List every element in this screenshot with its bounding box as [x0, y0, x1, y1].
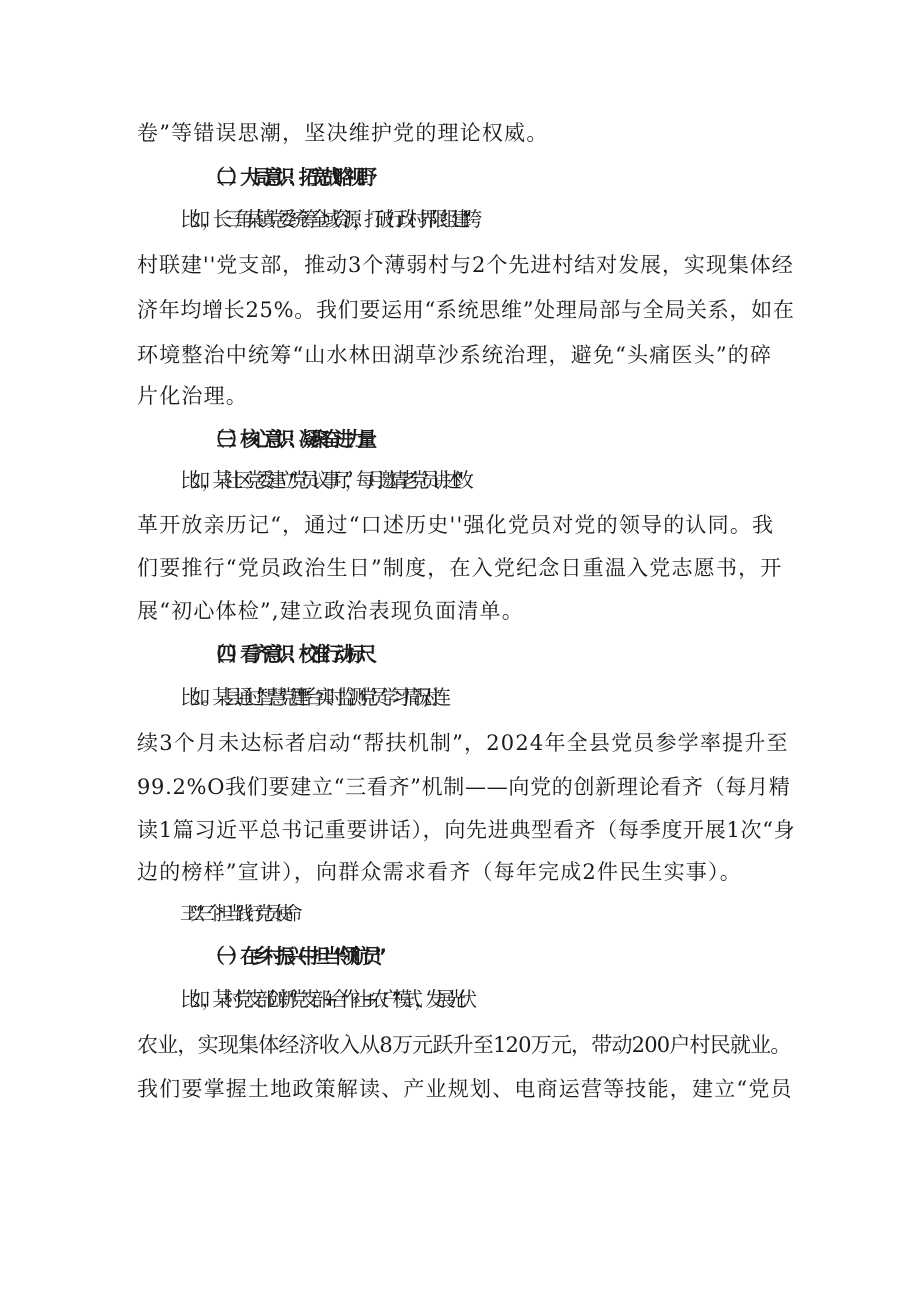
body-text-line: 比如。某县通过“智慧党建''平台实时监测党员学习情况,对连	[180, 686, 443, 709]
body-text-line: 我们要掌握土地政策解读、产业规划、电商运营等技能，建立“党员	[137, 1077, 793, 1101]
body-text-line: 革开放亲历记“，通过“口述历史''强化党员对党的领导的认同。我	[137, 513, 775, 537]
body-text-line: 展“初心体检”,建立政治表现负面清单。	[137, 599, 524, 623]
section-heading: （二）大局意识：拓宽战略视野	[205, 166, 370, 189]
section-heading: （三）核心意识：凝聚奋进力量	[205, 428, 370, 451]
body-text-line: 边的榜样”宣讲），向群众需求看齐（每年完成2件民生实事）。	[137, 860, 742, 884]
body-text-line: 济年均增长25%。我们要运用“系统思维”处理局部与全局关系，如在	[137, 298, 795, 322]
body-text-line: 续3个月未达标者启动“帮扶机制”，2024年全县党员参学率提升至	[137, 731, 789, 755]
body-text-line: 们要推行“党员政治生日”制度，在入党纪念日重温入党志愿书，开	[137, 556, 783, 580]
body-text-line: 比如，某村党支部创新“党支部+合作社+农户”模式，发展光伏	[180, 988, 469, 1011]
body-text-line: 环境整治中统筹“山水林田湖草沙系统治理，避免“头痛医头”的碎	[137, 343, 773, 367]
section-heading: （一）在乡村振兴中担当“领航员”	[205, 945, 379, 968]
body-text-line: 99.2%O我们要建立“三看齐”机制——向党的创新理论看齐（每月精	[137, 775, 791, 799]
body-text-line: 片化治理。	[137, 384, 248, 408]
body-text-line: 卷”等错误思潮，坚决维护党的理论权威。	[137, 121, 549, 145]
body-text-line: 比如，长三角某镇党委统筹全域资源，打破行政村界限组建“跨	[180, 208, 474, 231]
body-text-line: 农业，实现集体经济收入从8万元跃升至120万元，带动200户村民就业。	[137, 1033, 791, 1057]
body-text-line: 比如，某社区党委建立“党员议事厅”，每月邀请老党员讲述“改	[180, 469, 466, 492]
body-text-line: 读1篇习近平总书记重要讲话），向先进典型看齐（每季度开展1次“身	[137, 818, 796, 842]
chapter-heading: 三'以“三个担当”践行党员使命	[180, 904, 294, 925]
section-heading: （四）看齐意识：校准行动标尺	[205, 643, 370, 666]
body-text-line: 村联建''党支部，推动3个薄弱村与2个先进村结对发展，实现集体经	[137, 253, 794, 277]
